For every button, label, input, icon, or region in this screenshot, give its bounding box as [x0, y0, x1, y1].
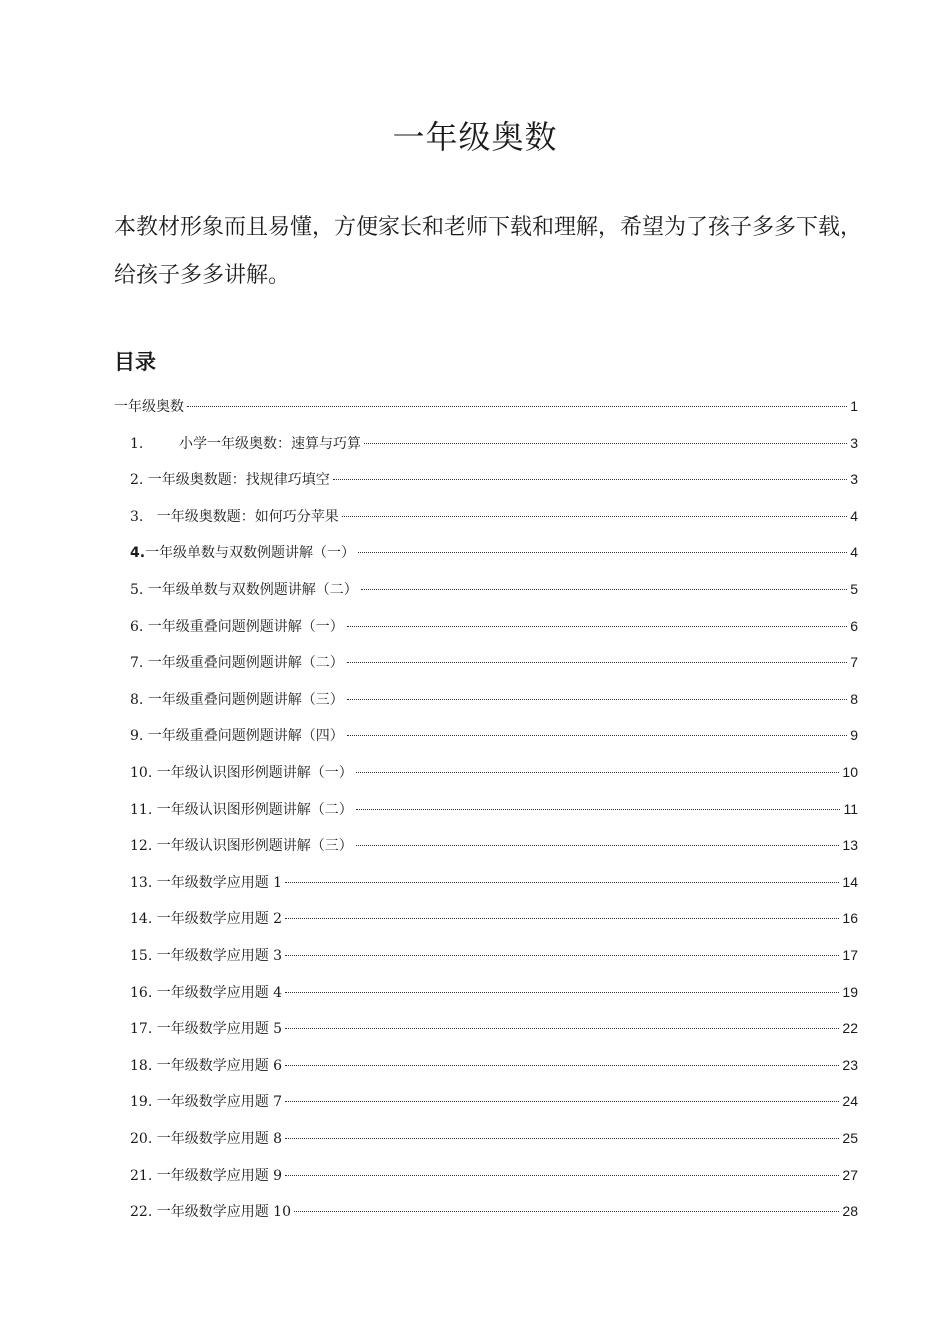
toc-dot-leader — [333, 479, 847, 480]
toc-entry-page-number: 13 — [842, 837, 858, 854]
toc-entry-number: 12. — [130, 838, 157, 855]
toc-entry-page-number: 10 — [842, 764, 858, 780]
toc-entry[interactable] — [130, 688, 858, 710]
toc-entry-label: 一年级单数与双数例题讲解（一） — [145, 545, 356, 562]
toc-entry-label: 一年级数学应用题 1 — [156, 874, 283, 891]
toc-entry[interactable] — [114, 395, 858, 417]
toc-entry-label: 一年级单数与双数例题讲解（二） — [147, 582, 358, 598]
toc-dot-leader — [356, 845, 840, 846]
toc-heading: 目录 — [114, 349, 156, 374]
toc-entry-number: 17. — [130, 1021, 157, 1038]
toc-entry-label: 一年级认识图形例题讲解（三） — [156, 838, 353, 855]
toc-entry-number: 11. — [130, 801, 157, 818]
toc-dot-leader — [356, 809, 841, 810]
document-title: 一年级奥数 — [392, 118, 558, 156]
toc-entry-page-number: 4 — [850, 507, 858, 524]
toc-entry-number: 10. — [130, 765, 157, 781]
toc-entry-label: 一年级数学应用题 10 — [156, 1204, 291, 1221]
toc-dot-leader — [356, 772, 840, 773]
toc-entry-number: 21. — [130, 1167, 157, 1184]
toc-entry[interactable] — [130, 1017, 858, 1039]
toc-entry-page-number: 8 — [850, 690, 858, 707]
toc-entry-page-number: 4 — [850, 544, 858, 561]
toc-entry[interactable] — [130, 468, 858, 490]
toc-entry[interactable] — [130, 724, 858, 746]
toc-entry-label: 一年级重叠问题例题讲解（三） — [147, 691, 344, 708]
toc-entry[interactable] — [130, 798, 858, 820]
toc-dot-leader — [347, 699, 847, 700]
toc-entry-label: 一年级数学应用题 6 — [156, 1057, 283, 1074]
toc-entry[interactable] — [130, 541, 858, 563]
toc-entry-label: 一年级数学应用题 3 — [156, 948, 283, 964]
toc-entry[interactable] — [130, 651, 858, 673]
toc-dot-leader — [285, 1028, 839, 1029]
toc-entry-number: 1. — [130, 435, 179, 452]
toc-entry-number: 7. — [130, 655, 148, 672]
intro-paragraph: 本教材形象而且易懂，方便家长和老师下载和理解，希望为了孩子多多下载，给孩子多多讲解。 — [114, 215, 863, 288]
toc-entry-page-number: 3 — [850, 434, 858, 451]
toc-entry-number: 9. — [130, 728, 148, 745]
toc-entry-label: 一年级重叠问题例题讲解（二） — [147, 655, 344, 672]
toc-dot-leader — [347, 626, 847, 627]
toc-dot-leader — [285, 1065, 839, 1066]
toc-entry-label: 一年级奥数 — [114, 399, 184, 415]
toc-entry-number: 19. — [130, 1094, 157, 1111]
toc-entry-label: 一年级数学应用题 2 — [156, 911, 283, 928]
toc-dot-leader — [364, 443, 847, 444]
toc-entry-page-number: 23 — [842, 1056, 858, 1073]
toc-entry-number: 8. — [130, 691, 148, 708]
toc-entry-page-number: 24 — [842, 1093, 858, 1110]
toc-entry-number: 6. — [130, 618, 148, 635]
toc-entry-page-number: 6 — [850, 617, 858, 634]
toc-entry-page-number: 19 — [842, 983, 858, 1000]
toc-entry[interactable] — [130, 578, 858, 600]
toc-entry-page-number: 14 — [842, 873, 858, 890]
toc-entry[interactable] — [130, 834, 858, 856]
toc-dot-leader — [361, 589, 847, 590]
toc-entry-number: 13. — [130, 874, 157, 891]
toc-entry-page-number: 5 — [850, 581, 858, 597]
toc-dot-leader — [347, 662, 847, 663]
toc-entry-page-number: 25 — [842, 1130, 858, 1146]
toc-entry-label: 一年级奥数题：找规律巧填空 — [147, 472, 330, 489]
toc-entry-label: 一年级奥数题：如何巧分苹果 — [156, 508, 339, 525]
toc-entry-number: 20. — [130, 1131, 157, 1147]
toc-entry-page-number: 22 — [842, 1020, 858, 1037]
toc-entry-page-number: 3 — [850, 471, 858, 488]
toc-dot-leader — [285, 992, 839, 993]
toc-entry-label: 一年级数学应用题 5 — [156, 1021, 283, 1038]
toc-entry[interactable] — [130, 615, 858, 637]
toc-entry-label: 一年级数学应用题 9 — [156, 1167, 283, 1184]
toc-entry[interactable] — [130, 907, 858, 929]
toc-entry[interactable] — [130, 1090, 858, 1112]
toc-dot-leader — [294, 1211, 839, 1212]
toc-dot-leader — [285, 918, 839, 919]
toc-entry-page-number: 11 — [843, 800, 858, 817]
toc-dot-leader — [285, 1138, 839, 1139]
toc-entry-page-number: 9 — [850, 727, 858, 744]
toc-entry-page-number: 16 — [842, 910, 858, 927]
toc-entry[interactable] — [130, 505, 858, 527]
toc-entry[interactable] — [130, 871, 858, 893]
toc-entry-number: 22. — [130, 1204, 157, 1221]
toc-entry-number: 14. — [130, 911, 157, 928]
toc-entry-page-number: 1 — [850, 398, 858, 414]
toc-entry-label: 小学一年级奥数：速算与巧算 — [178, 435, 361, 452]
toc-entry-label: 一年级认识图形例题讲解（二） — [156, 801, 353, 818]
toc-entry-label: 一年级数学应用题 8 — [156, 1131, 283, 1147]
toc-dot-leader — [285, 955, 839, 956]
toc-entry-number: 5. — [130, 582, 148, 598]
toc-entry[interactable] — [130, 761, 858, 783]
toc-entry-number: 4. — [130, 545, 146, 562]
toc-entry-label: 一年级认识图形例题讲解（一） — [156, 765, 353, 781]
toc-entry-page-number: 27 — [842, 1166, 858, 1183]
toc-dot-leader — [342, 516, 847, 517]
toc-entry-page-number: 7 — [850, 654, 858, 671]
toc-entry-number: 16. — [130, 984, 157, 1001]
toc-entry-number: 15. — [130, 948, 157, 964]
toc-entry[interactable] — [130, 432, 858, 454]
toc-entry-label: 一年级数学应用题 4 — [156, 984, 283, 1001]
toc-dot-leader — [285, 1175, 839, 1176]
toc-entry[interactable] — [130, 1164, 858, 1186]
toc-entry-number: 18. — [130, 1057, 157, 1074]
toc-entry[interactable] — [130, 1054, 858, 1076]
toc-entry-number: 3. — [130, 508, 157, 525]
toc-dot-leader — [285, 882, 839, 883]
toc-entry-label: 一年级重叠问题例题讲解（一） — [147, 618, 344, 635]
toc-entry-number: 2. — [130, 472, 148, 489]
toc-entry[interactable] — [130, 1200, 858, 1222]
toc-entry-page-number: 17 — [842, 947, 858, 963]
toc-dot-leader — [358, 552, 847, 553]
toc-entry[interactable] — [130, 1127, 858, 1149]
toc-entry-label: 一年级重叠问题例题讲解（四） — [147, 728, 344, 745]
toc-dot-leader — [347, 735, 847, 736]
toc-entry[interactable] — [130, 981, 858, 1003]
toc-entry-page-number: 28 — [842, 1203, 858, 1220]
toc-dot-leader — [187, 406, 847, 407]
toc-entry[interactable] — [130, 944, 858, 966]
toc-dot-leader — [285, 1101, 839, 1102]
toc-entry-label: 一年级数学应用题 7 — [156, 1094, 283, 1111]
